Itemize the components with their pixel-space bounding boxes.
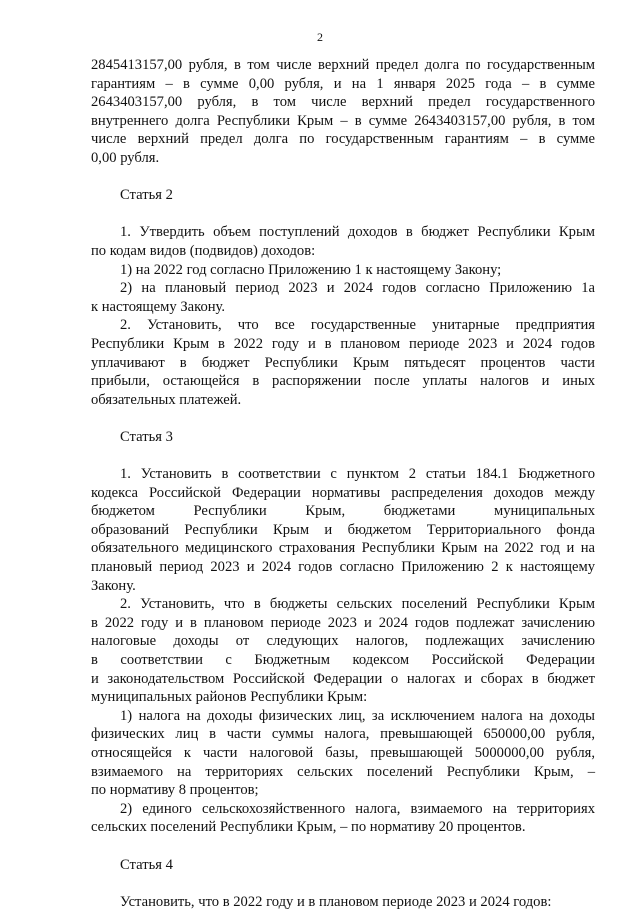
text-line: 2. Установить, что все государственные унитарные предприятия [120,317,595,334]
text-line: числе верхний предел долга по государственным гарантиям – в сумме [91,131,595,148]
text-line: образований Республики Крым и бюджетом Территориального фонда [91,521,595,538]
paragraph [91,595,595,707]
paragraph [91,707,595,800]
text-line: взимаемого на территориях сельских поселений Республики Крым, – [91,763,595,780]
text-line: 1. Утвердить объем поступлений доходов в бюджет Республики Крым [120,224,595,241]
text-line: физических лиц в части суммы налога, превышающей 650000,00 рубля, [91,726,595,743]
text-line: гарантиям – в сумме 0,00 рубля, и на 1 января 2025 года – в сумме [91,75,595,92]
paragraph [91,279,595,316]
text-line: кодекса Российской Федерации нормативы распределения доходов между [91,484,595,501]
article-heading: Статья 2 [120,187,173,204]
text-line: в 2022 году и в плановом периоде 2023 и 2024 годов подлежат зачислению [91,614,595,631]
text-line: 1) на 2022 год согласно Приложению 1 к настоящему Закону; [120,261,502,278]
text-line: Закону. [91,577,136,594]
text-line: бюджетом Республики Крым, бюджетами муниципальных [91,503,595,520]
text-line: по нормативу 8 процентов; [91,782,259,799]
text-line: муниципальных районов Республики Крым: [91,689,368,706]
page-number: 2 [317,30,323,44]
text-line: уплачивают в бюджет Республики Крым пятьдесят процентов части [91,354,595,371]
text-line: и законодательством Российской Федерации о налогах и сборах в бюджет [91,670,595,687]
paragraph [91,316,595,409]
text-line: обязательных платежей. [91,391,242,408]
text-line: 2) единого сельскохозяйственного налога, взимаемого на территориях [120,800,595,817]
document-body [91,56,595,911]
text-line: обязательного медицинского страхования Республики Крым на 2022 год и на [91,540,595,557]
text-line: плановый период 2023 и 2024 годов согласно Приложению 2 к настоящему [91,559,595,576]
text-line: относящейся к части налоговой базы, превышающей 5000000,00 рубля, [91,744,595,761]
text-line: 1) налога на доходы физических лиц, за исключением налога на доходы [120,707,595,724]
text-line: 0,00 рубля. [91,149,160,166]
text-line: в соответствии с Бюджетным кодексом Российской Федерации [91,652,595,668]
article-heading: Статья 4 [120,856,173,873]
text-line: к настоящему Закону. [91,298,226,315]
text-line: сельских поселений Республики Крым, – по нормативу 20 процентов. [91,819,526,836]
text-line: 2) на плановый период 2023 и 2024 годов согласно Приложению 1а [120,280,595,297]
text-line: прибыли, остающейся в распоряжении после уплаты налогов и иных [91,373,595,390]
text-line: 2643403157,00 рубля, в том числе верхний предел государственного [91,94,595,111]
paragraph [91,893,595,911]
text-line: 2. Установить, что в бюджеты сельских поселений Республики Крым [120,596,595,613]
text-line: Установить, что в 2022 году и в плановом периоде 2023 и 2024 годов: [120,893,552,910]
article-heading: Статья 3 [120,428,173,445]
text-line: внутреннего долга Республики Крым – в сумме 2643403157,00 рубля, в том [91,112,595,129]
paragraph [91,223,595,260]
text-line: Республики Крым в 2022 году и в плановом периоде 2023 и 2024 годов [91,335,595,352]
paragraph [91,56,595,168]
text-line: 2845413157,00 рубля, в том числе верхний предел долга по государственным [91,57,595,73]
paragraph [91,800,595,837]
text-line: по кодам видов (подвидов) доходов: [91,242,316,259]
text-line: 1. Установить в соответствии с пунктом 2 статьи 184.1 Бюджетного [120,466,595,483]
paragraph [91,465,595,595]
text-line: налоговые доходы от следующих налогов, подлежащих зачислению [91,633,595,650]
paragraph [91,261,595,280]
